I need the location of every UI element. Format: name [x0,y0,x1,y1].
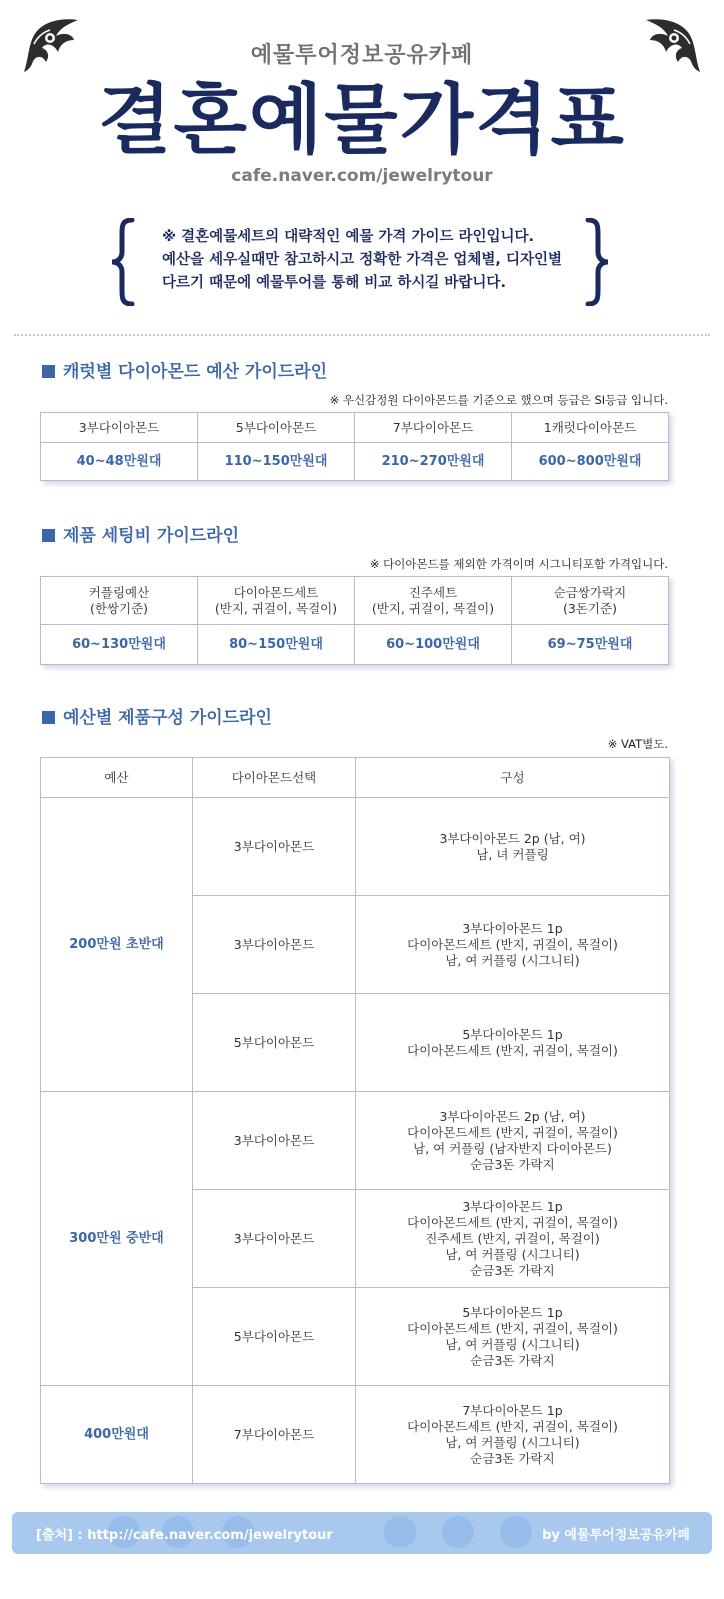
budget-cell: 400만원대 [41,1386,193,1484]
table-header-cell: 구성 [356,758,670,798]
section-note: ※ 우신감정원 다이아몬드를 기준으로 했으며 등급은 SI등급 입니다. [329,393,668,407]
dotted-divider [14,334,710,336]
composition-cell: 3부다이아몬드 1p 다이아몬드세트 (반지, 귀걸이, 목걸이) 진주세트 (반지, 귀걸이, 목걸이) 남, 여 커플링 (시그니티) 순금3돈 가락지 [356,1190,670,1288]
notice-line: ※ 결혼예물세트의 대략적인 예물 가격 가이드 라인입니다. [162,229,535,245]
composition-cell: 5부다이아몬드 1p 다이아몬드세트 (반지, 귀걸이, 목걸이) [356,994,670,1092]
footer-decoration [442,1516,474,1548]
composition-cell: 3부다이아몬드 2p (남, 여) 다이아몬드세트 (반지, 귀걸이, 목걸이) 남, 여 커플링 (남자반지 다이아몬드) 순금3돈 가락지 [356,1092,670,1190]
footer-bar [12,1512,712,1554]
footer-decoration [500,1516,532,1548]
diamond-cell: 5부다이아몬드 [193,1288,356,1386]
diamond-cell: 3부다이아몬드 [193,896,356,994]
diamond-cell: 3부다이아몬드 [193,1092,356,1190]
budget-cell: 300만원 중반대 [41,1092,193,1386]
square-bullet-icon [42,365,55,378]
table-header-cell: 커플링예산 (한쌍기준) [41,577,198,625]
table-header-cell: 다이아몬드선택 [193,758,356,798]
price-cell: 210~270만원대 [355,443,512,481]
table-header-cell: 5부다이아몬드 [198,413,355,443]
right-brace-icon [584,218,610,306]
section-title-setting [42,521,239,546]
footer-decoration [384,1516,416,1548]
section-note: ※ VAT별도. [607,737,668,751]
price-cell: 60~100만원대 [355,625,512,665]
diamond-cell: 3부다이아몬드 [193,1190,356,1288]
section-title-budget [42,703,272,728]
table-header-cell: 7부다이아몬드 [355,413,512,443]
table-header-cell: 3부다이아몬드 [41,413,198,443]
price-cell: 60~130만원대 [41,625,198,665]
section-title-text: 캐럿별 다이아몬드 예산 가이드라인 [63,362,328,382]
diamond-cell: 7부다이아몬드 [193,1386,356,1484]
notice-line: 다르기 때문에 예물투어를 통해 비교 하시길 바랍니다. [162,275,506,291]
page-title: 결혼예물가격표 [98,75,626,164]
price-cell: 110~150만원대 [198,443,355,481]
square-bullet-icon [42,529,55,542]
notice-line: 예산을 세우실때만 참고하시고 정확한 가격은 업체별, 디자인별 [162,252,562,268]
price-cell: 69~75만원대 [512,625,669,665]
table-header-cell: 1캐럿다이아몬드 [512,413,669,443]
section-note: ※ 다이아몬드를 제외한 가격이며 시그니티포함 가격입니다. [369,557,668,571]
setting-price-table [40,576,669,665]
footer-source-link[interactable]: [출처] : http://cafe.naver.com/jewelrytour [36,1528,333,1543]
price-cell: 40~48만원대 [41,443,198,481]
table-header-cell: 순금쌍가락지 (3돈기준) [512,577,669,625]
budget-composition-table [40,757,670,1484]
composition-cell: 3부다이아몬드 1p 다이아몬드세트 (반지, 귀걸이, 목걸이) 남, 여 커플링 (시그니티) [356,896,670,994]
square-bullet-icon [42,711,55,724]
notice-text [162,226,582,295]
cafe-url: cafe.naver.com/jewelrytour [231,166,493,186]
composition-cell: 7부다이아몬드 1p 다이아몬드세트 (반지, 귀걸이, 목걸이) 남, 여 커플링 (시그니티) 순금3돈 가락지 [356,1386,670,1484]
price-cell: 600~800만원대 [512,443,669,481]
carat-price-table [40,412,669,481]
table-header-cell: 예산 [41,758,193,798]
section-title-carat [42,357,327,382]
left-brace-icon [110,218,136,306]
footer-credit: by 예물투어정보공유카페 [542,1528,690,1543]
table-header-cell: 진주세트 (반지, 귀걸이, 목걸이) [355,577,512,625]
section-title-text: 제품 세팅비 가이드라인 [63,526,240,546]
header-subtitle: 예물투어정보공유카페 [250,43,474,68]
table-header-cell: 다이아몬드세트 (반지, 귀걸이, 목걸이) [198,577,355,625]
composition-cell: 3부다이아몬드 2p (남, 여) 남, 녀 커플링 [356,798,670,896]
price-cell: 80~150만원대 [198,625,355,665]
budget-cell: 200만원 초반대 [41,798,193,1092]
notice-box [110,218,610,308]
diamond-cell: 3부다이아몬드 [193,798,356,896]
composition-cell: 5부다이아몬드 1p 다이아몬드세트 (반지, 귀걸이, 목걸이) 남, 여 커플링 (시그니티) 순금3돈 가락지 [356,1288,670,1386]
diamond-cell: 5부다이아몬드 [193,994,356,1092]
section-title-text: 예산별 제품구성 가이드라인 [63,708,272,728]
